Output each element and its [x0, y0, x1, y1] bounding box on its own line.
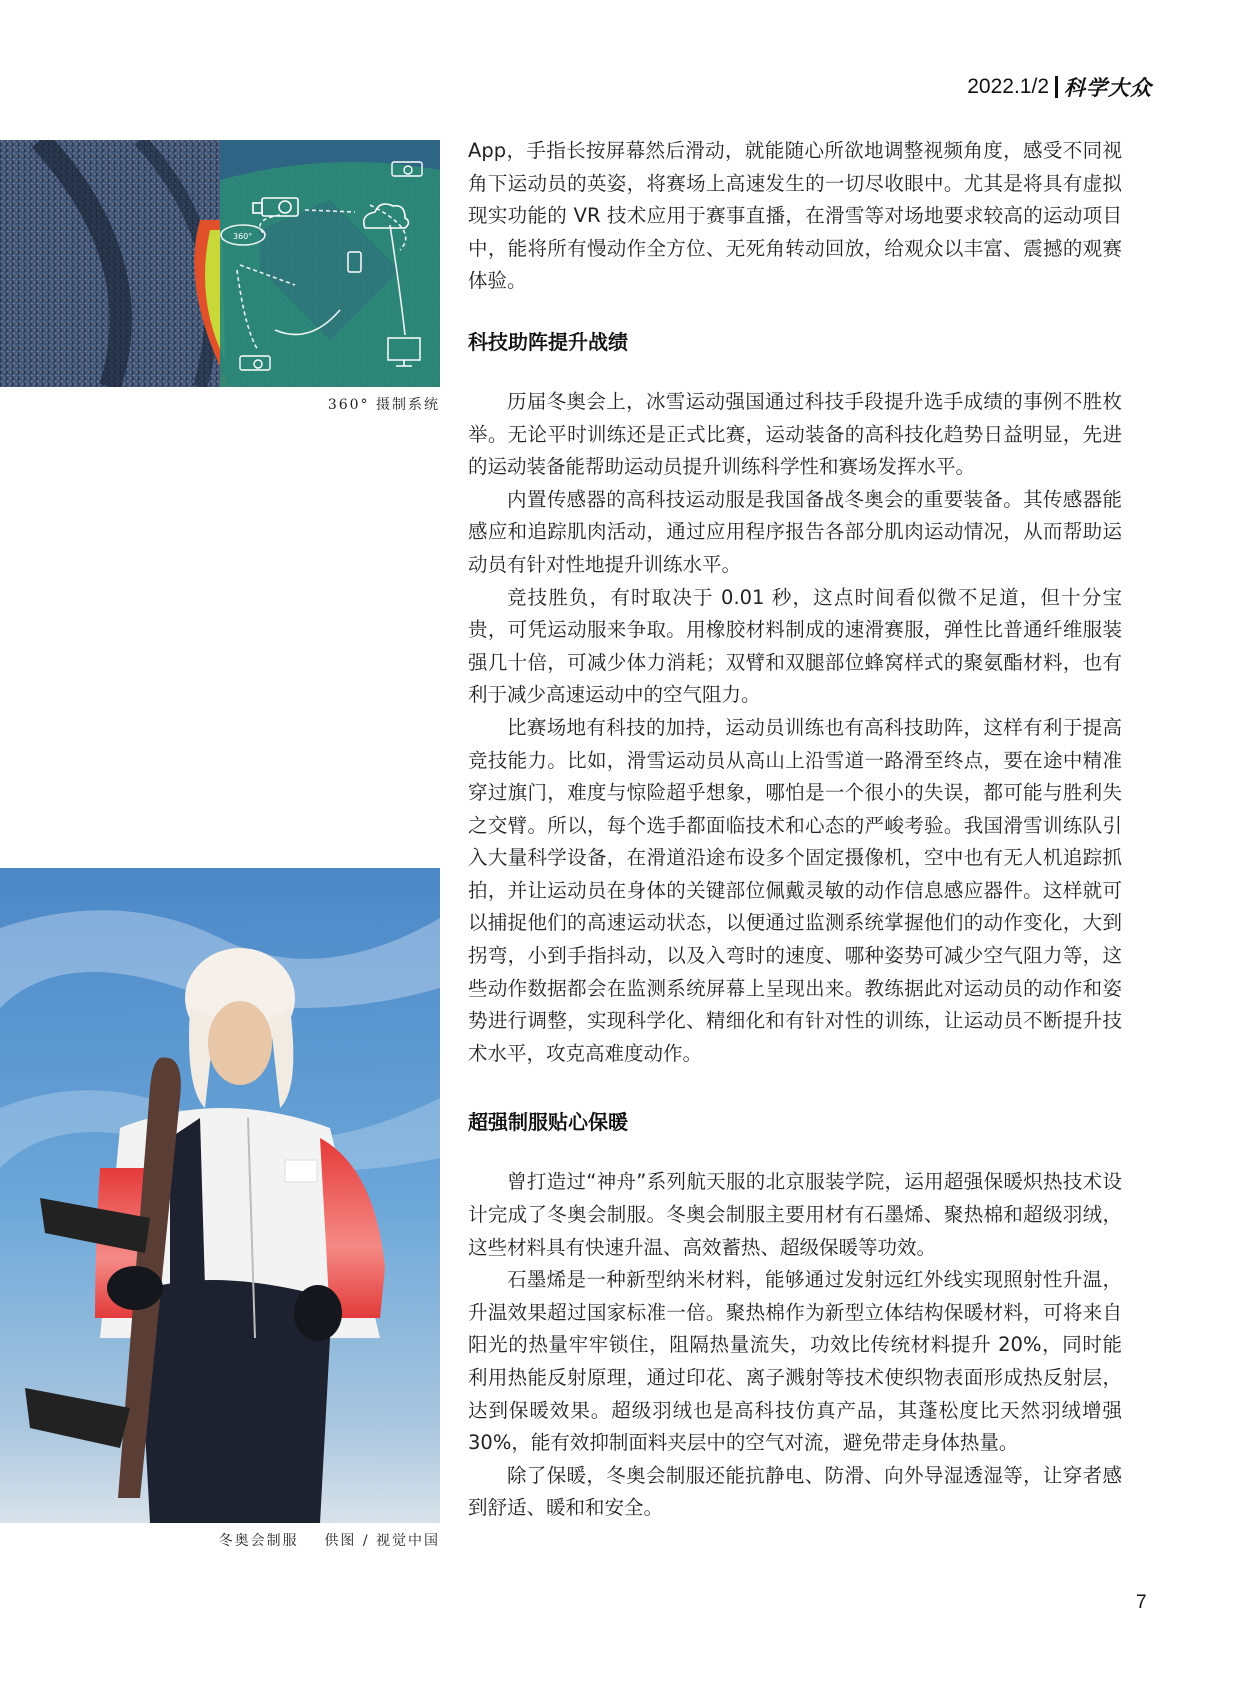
page-number: 7 [1136, 1592, 1147, 1613]
360-label: 360° [233, 232, 253, 241]
section-heading: 科技助阵提升战绩 [468, 329, 628, 354]
figure-caption: 冬奥会制服 供图 / 视觉中国 [218, 1533, 440, 1549]
body-paragraph: 除了保暖，冬奥会制服还能抗静电、防滑、向外导湿透湿等，让穿者感到舒适、暖和和安全。 [468, 1463, 1122, 1520]
figure-winter-olympics-uniform [0, 868, 440, 1523]
body-paragraph: 竞技胜负，有时取决于 0.01 秒，这点时间看似微不足道，但十分宝贵，可凭运动服来争取。用橡胶材料制成的速滑赛服，弹性比普通纤维服装强几十倍，可减少体力消耗；双臂和双腿部位蜂窝样式的聚氨酯材料，也有利于减少高速运动中的空气阻力。 [468, 585, 1122, 707]
page-header [967, 72, 1152, 102]
section-heading: 超强制服贴心保暖 [468, 1110, 628, 1135]
magazine-logo: 科学大众 [1064, 75, 1152, 100]
header-divider [1055, 76, 1058, 98]
body-paragraph: 曾打造过“神舟”系列航天服的北京服装学院，运用超强保暖炽热技术设计完成了冬奥会制服。冬奥会制服主要用材有石墨烯、聚热棉和超级羽绒，这些材料具有快速升温、高效蓄热、超级保暖等功效。 [468, 1170, 1122, 1259]
figure-360-camera-system [0, 140, 440, 387]
intro-paragraph: App，手指长按屏幕然后滑动，就能随心所欲地调整视频角度，感受不同视角下运动员的英姿，将赛场上高速发生的一切尽收眼中。尤其是将具有虚拟现实功能的 VR 技术应用于赛事直播，在滑雪等对场地要求较高的运动项目中，能将所有慢动作全方位、无死角转动回放，给观众以丰富、震撼的观赛体验。 [468, 139, 1122, 293]
article-text-column [468, 135, 1122, 1525]
uniform-photo [0, 868, 440, 1523]
body-paragraph: 比赛场地有科技的加持，运动员训练也有高科技助阵，这样有利于提高竞技能力。比如，滑雪运动员从高山上沿雪道一路滑至终点，要在途中精准穿过旗门，难度与惊险超乎想象，哪怕是一个很小的失误，都可能与胜利失之交臂。所以，每个选手都面临技术和心态的严峻考验。我国滑雪训练队引入大量科学设备，在滑道沿途布设多个固定摄像机，空中也有无人机追踪抓拍，并让运动员在身体的关键部位佩戴灵敏的动作信息感应器件。这样就可以捕捉他们的高速运动状态，以便通过监测系统掌握他们的动作变化，大到拐弯，小到手指抖动，以及入弯时的速度、哪种姿势可减少空气阻力等，这些动作数据都会在监测系统屏幕上呈现出来。教练据此对运动员的动作和姿势进行调整，实现科学化、精细化和有针对性的训练，让运动员不断提升技术水平，攻克高难度动作。 [468, 715, 1122, 1065]
figure-caption: 360° 摄制系统 [327, 397, 440, 413]
issue-date: 2022.1/2 [967, 75, 1049, 98]
body-paragraph: 历届冬奥会上，冰雪运动强国通过科技手段提升选手成绩的事例不胜枚举。无论平时训练还是正式比赛，运动装备的高科技化趋势日益明显，先进的运动装备能帮助运动员提升训练科学性和赛场发挥水平。 [468, 389, 1122, 479]
body-paragraph: 石墨烯是一种新型纳米材料，能够通过发射远红外线实现照射性升温，升温效果超过国家标准一倍。聚热棉作为新型立体结构保暖材料，可将来自阳光的热量牢牢锁住，阻隔热量流失，功效比传统材料提升 20%，同时能利用热能反射原理，通过印花、离子溅射等技术使织物表面形成热反射层，达到保暖效果。超级羽绒也是高科技仿真产品，其蓬松度比天然羽绒增强 30%，能有效抑制面料夹层中的空气对流，避免带走身体热量。 [468, 1268, 1122, 1455]
body-paragraph: 内置传感器的高科技运动服是我国备战冬奥会的重要装备。其传感器能感应和追踪肌肉活动，通过应用程序报告各部分肌肉运动情况，从而帮助运动员有针对性地提升训练水平。 [468, 487, 1122, 576]
stadium-illustration [0, 140, 440, 387]
